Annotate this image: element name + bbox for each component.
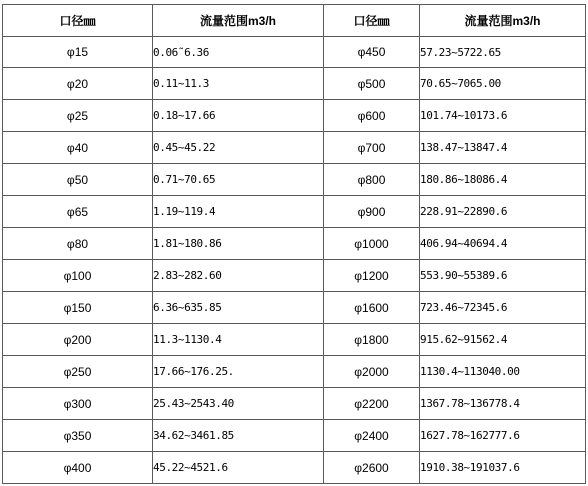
diameter-cell: φ1200 (324, 260, 420, 292)
flow-range-cell: 70.65~7065.00 (420, 68, 586, 100)
flow-range-cell: 101.74~10173.6 (420, 100, 586, 132)
diameter-cell: φ2200 (324, 388, 420, 420)
diameter-cell: φ600 (324, 100, 420, 132)
flow-range-cell: 723.46~72345.6 (420, 292, 586, 324)
diameter-cell: φ300 (3, 388, 153, 420)
diameter-cell: φ100 (3, 260, 153, 292)
flow-range-cell: 57.23~5722.65 (420, 37, 586, 68)
diameter-cell: φ40 (3, 132, 153, 164)
flow-range-cell: 0.18~17.66 (153, 100, 324, 132)
diameter-cell: φ250 (3, 356, 153, 388)
table-header-row (3, 5, 586, 37)
flow-range-cell: 45.22~4521.6 (153, 452, 324, 484)
table-row (3, 164, 586, 196)
flow-range-cell: 1.81~180.86 (153, 228, 324, 260)
table-row (3, 196, 586, 228)
flow-range-cell: 1.19~119.4 (153, 196, 324, 228)
flow-range-table (2, 4, 586, 484)
header-flow-range-right: 流量范围m3/h (420, 5, 586, 37)
flow-range-cell: 0.45~45.22 (153, 132, 324, 164)
flow-range-cell: 0.11~11.3 (153, 68, 324, 100)
diameter-cell: φ350 (3, 420, 153, 452)
table-row (3, 260, 586, 292)
diameter-cell: φ2400 (324, 420, 420, 452)
table-row (3, 356, 586, 388)
table-row (3, 37, 586, 68)
diameter-cell: φ150 (3, 292, 153, 324)
table-row (3, 228, 586, 260)
diameter-cell: φ2600 (324, 452, 420, 484)
table-row (3, 132, 586, 164)
table-row (3, 100, 586, 132)
flow-range-cell: 1130.4~113040.00 (420, 356, 586, 388)
table-row (3, 292, 586, 324)
diameter-cell: φ200 (3, 324, 153, 356)
diameter-cell: φ2000 (324, 356, 420, 388)
flow-range-cell: 1627.78~162777.6 (420, 420, 586, 452)
flow-range-cell: 406.94~40694.4 (420, 228, 586, 260)
diameter-cell: φ25 (3, 100, 153, 132)
flow-range-cell: 553.90~55389.6 (420, 260, 586, 292)
table-row (3, 324, 586, 356)
diameter-cell: φ1600 (324, 292, 420, 324)
flow-range-cell: 2.83~282.60 (153, 260, 324, 292)
diameter-cell: φ15 (3, 37, 153, 68)
diameter-cell: φ1000 (324, 228, 420, 260)
header-diameter-left: 口径㎜ (3, 5, 153, 37)
flow-range-cell: 1367.78~136778.4 (420, 388, 586, 420)
diameter-cell: φ1800 (324, 324, 420, 356)
diameter-cell: φ450 (324, 37, 420, 68)
flow-range-cell: 25.43~2543.40 (153, 388, 324, 420)
flow-range-cell: 138.47~13847.4 (420, 132, 586, 164)
header-flow-range-left: 流量范围m3/h (153, 5, 324, 37)
flow-range-cell: 0.06˜6.36 (153, 37, 324, 68)
flow-range-cell: 180.86~18086.4 (420, 164, 586, 196)
table-row (3, 452, 586, 484)
diameter-cell: φ50 (3, 164, 153, 196)
flow-range-cell: 228.91~22890.6 (420, 196, 586, 228)
table-row (3, 388, 586, 420)
diameter-cell: φ700 (324, 132, 420, 164)
flow-range-cell: 1910.38~191037.6 (420, 452, 586, 484)
table-body (3, 37, 586, 484)
flow-range-cell: 915.62~91562.4 (420, 324, 586, 356)
diameter-cell: φ500 (324, 68, 420, 100)
flow-range-cell: 0.71~70.65 (153, 164, 324, 196)
header-diameter-right: 口径㎜ (324, 5, 420, 37)
table-row (3, 420, 586, 452)
diameter-cell: φ80 (3, 228, 153, 260)
diameter-cell: φ800 (324, 164, 420, 196)
diameter-cell: φ65 (3, 196, 153, 228)
diameter-cell: φ400 (3, 452, 153, 484)
flow-range-cell: 11.3~1130.4 (153, 324, 324, 356)
flow-range-cell: 17.66~176.25. (153, 356, 324, 388)
diameter-cell: φ900 (324, 196, 420, 228)
flow-range-cell: 6.36~635.85 (153, 292, 324, 324)
flow-range-cell: 34.62~3461.85 (153, 420, 324, 452)
table-row (3, 68, 586, 100)
diameter-cell: φ20 (3, 68, 153, 100)
